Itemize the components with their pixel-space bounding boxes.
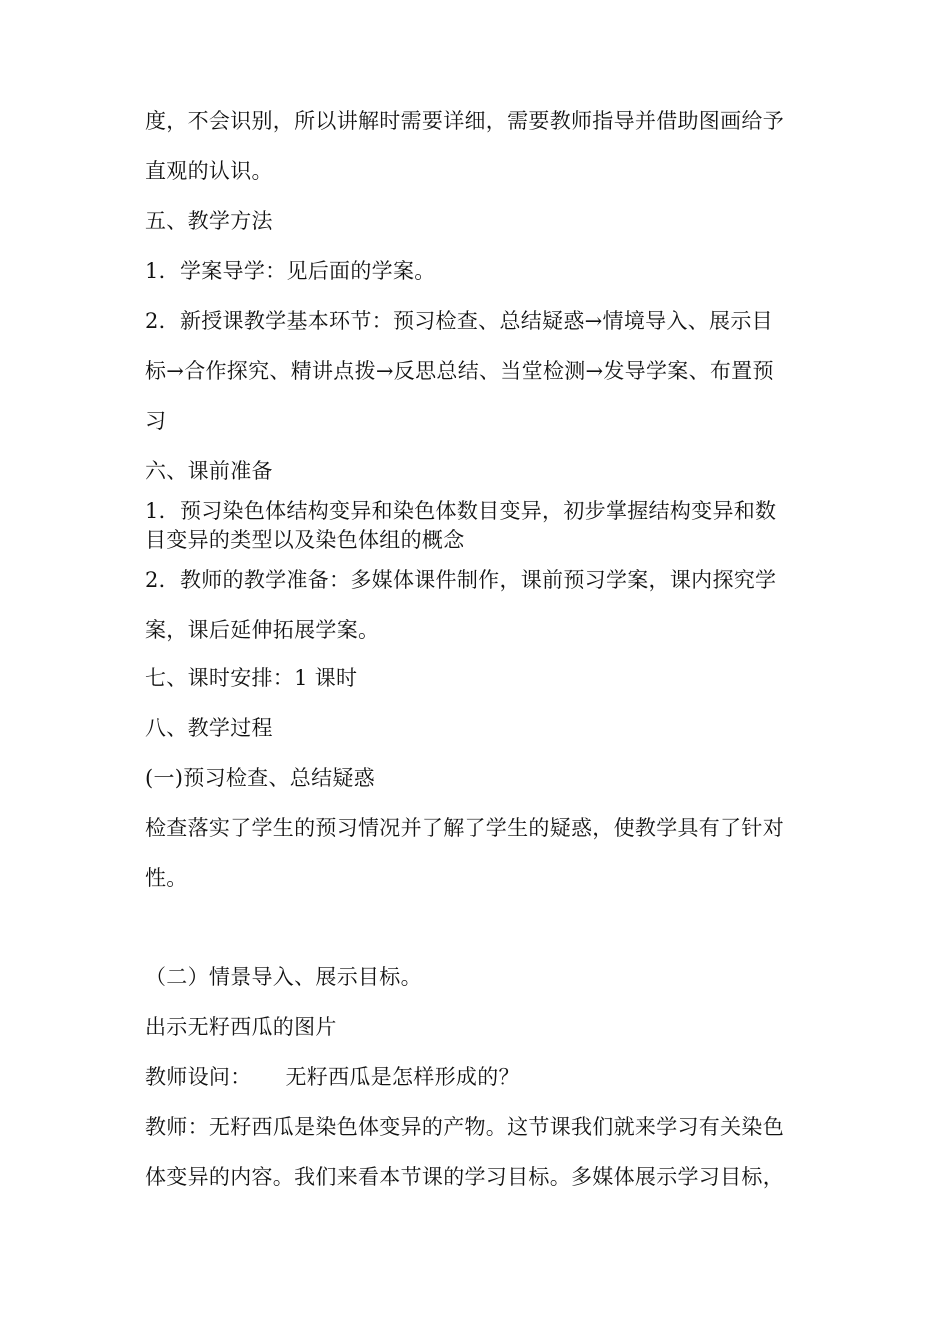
question-label: 教师设问：	[145, 1065, 252, 1089]
text-line-teacher-a: 教师：无籽西瓜是染色体变异的产物。这节课我们就来学习有关染色	[145, 1115, 784, 1139]
text-line-prep-1a: 1．预习染色体结构变异和染色体数目变异，初步掌握结构变异和数	[145, 499, 777, 523]
text-line-question	[145, 1063, 825, 1091]
text-line-1: 度，不会识别，所以讲解时需要详细，需要教师指导并借助图画给予	[145, 109, 784, 133]
text-line-teacher-b: 体变异的内容。我们来看本节课的学习目标。多媒体展示学习目标，	[145, 1165, 784, 1189]
question-text: 无籽西瓜是怎样形成的？	[285, 1065, 520, 1089]
text-line-method-1: 1．学案导学：见后面的学案。	[145, 259, 436, 283]
section-heading-preparation: 六、课前准备	[145, 459, 273, 483]
section-heading-process: 八、教学过程	[145, 716, 273, 740]
subheading-scene-intro: （二）情景导入、展示目标。	[145, 965, 422, 989]
text-line-prep-2a: 2．教师的教学准备：多媒体课件制作，课前预习学案，课内探究学	[145, 568, 777, 592]
text-line-show-picture: 出示无籽西瓜的图片	[145, 1015, 337, 1039]
text-line-method-2a: 2．新授课教学基本环节：预习检查、总结疑惑→情境导入、展示目	[145, 309, 773, 333]
text-line-2: 直观的认识。	[145, 159, 273, 183]
section-heading-teaching-method: 五、教学方法	[145, 209, 273, 233]
text-line-check-a: 检查落实了学生的预习情况并了解了学生的疑惑，使教学具有了针对	[145, 816, 784, 840]
text-line-check-b: 性。	[145, 866, 188, 890]
text-line-method-2c: 习	[145, 409, 167, 433]
text-line-prep-2b: 案，课后延伸拓展学案。	[145, 618, 380, 642]
subheading-preview-check: (一)预习检查、总结疑惑	[145, 766, 375, 790]
text-line-method-2b: 标→合作探究、精讲点拨→反思总结、当堂检测→发导学案、布置预	[145, 359, 774, 383]
section-heading-schedule: 七、课时安排：1 课时	[145, 666, 358, 690]
text-line-prep-1b: 目变异的类型以及染色体组的概念	[145, 528, 465, 552]
